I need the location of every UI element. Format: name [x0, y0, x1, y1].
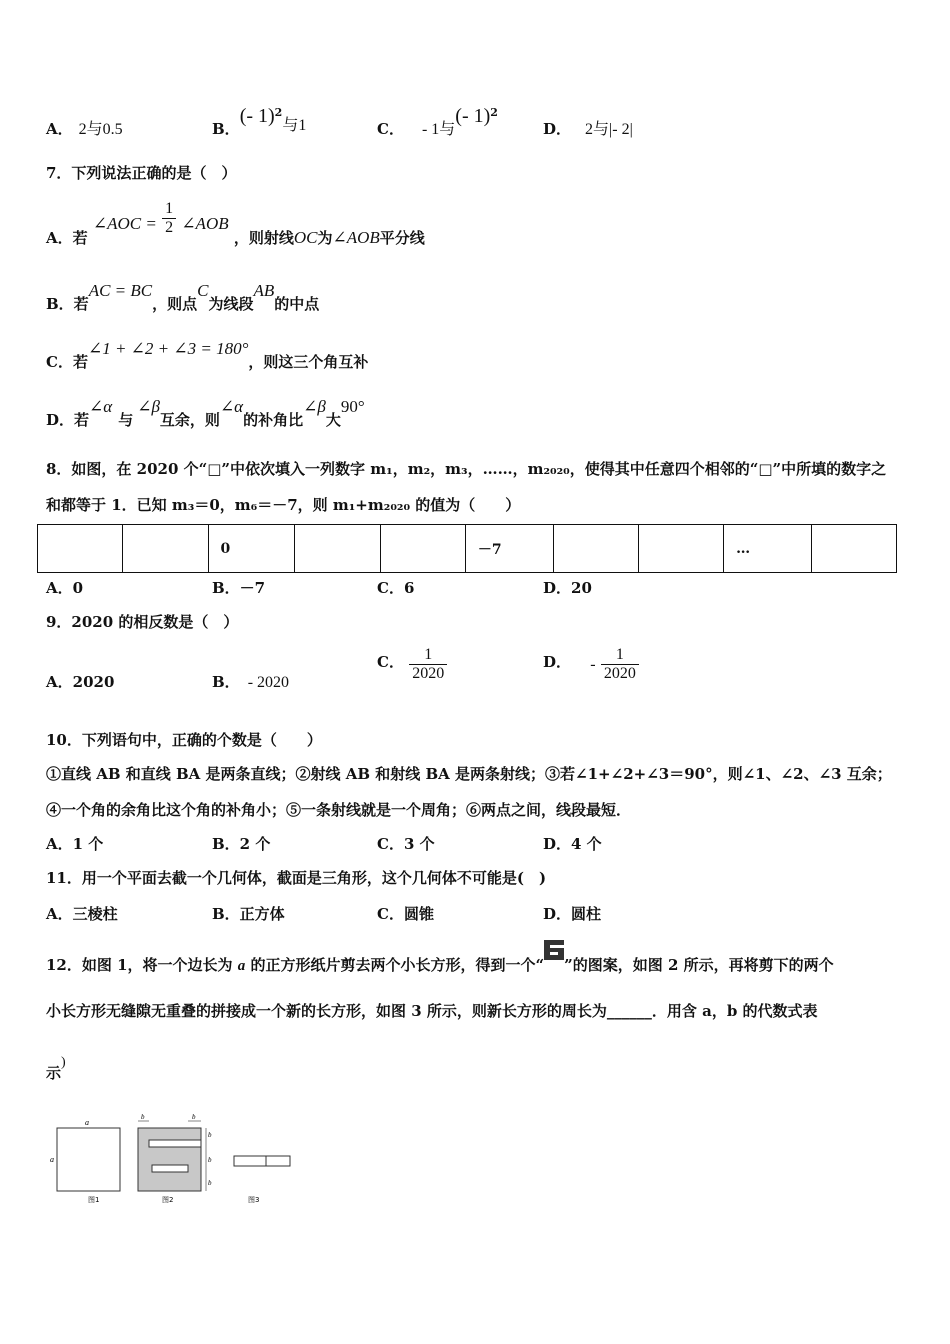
- q9-option-c: C． $\frac{1}{2020}$: [377, 646, 447, 683]
- q8-option-b: B．－7: [212, 579, 266, 597]
- grid-cell: [553, 525, 638, 573]
- q8-stem-line1: 8．如图，在 2020 个“□”中依次填入一列数字 m₁，m₂，m₃，……，m₂₀₂₀，使得其中任意四个相邻的“□”中所填的数字之: [46, 460, 887, 478]
- grid-cell: [295, 525, 380, 573]
- fig1-label-a-left: a: [50, 1155, 54, 1164]
- grid-cell: －7: [465, 525, 553, 573]
- q11-option-c: C．圆锥: [377, 905, 434, 923]
- grid-cell: [380, 525, 465, 573]
- q8-option-a: A．0: [46, 579, 84, 597]
- grid-cell: 0: [208, 525, 295, 573]
- q10-option-a: A．1 个: [46, 835, 104, 853]
- q11-option-a: A．三棱柱: [46, 905, 118, 923]
- q7-option-d: D．若∠α与∠β互余，则∠α的补角比∠β大90°: [46, 397, 365, 429]
- q12-line2: 小长方形无缝隙无重叠的拼接成一个新的长方形，如图 3 所示，则新长方形的周长为______．用含 a，b 的代数式表: [46, 1002, 818, 1020]
- q9-option-d: D． - $\frac{1}{2020}$: [543, 646, 639, 683]
- q10-option-c: C．3 个: [377, 835, 435, 853]
- q7-stem: 7．下列说法正确的是（ ）: [46, 164, 237, 182]
- grid-cell: [123, 525, 208, 573]
- q9-stem: 9．2020 的相反数是（ ）: [46, 613, 239, 631]
- q11-option-d: D．圆柱: [543, 905, 602, 923]
- q9-option-a: A．2020: [46, 673, 115, 691]
- q9-option-b: B． - 2020: [212, 673, 290, 691]
- q11-stem: 11．用一个平面去截一个几何体，截面是三角形，这个几何体不可能是( ): [46, 869, 547, 887]
- fig3-caption: 图3: [248, 1196, 260, 1204]
- q12-figures: [50, 1110, 310, 1210]
- q6-option-d: D． 2与|- 2|: [543, 120, 633, 138]
- fig1-caption: 图1: [88, 1196, 100, 1204]
- q12-line3: 示): [46, 1055, 66, 1082]
- q11-option-b: B．正方体: [212, 905, 285, 923]
- figure-2-cut-shape: [138, 1113, 212, 1204]
- q6-option-a: A． 2与0.5: [46, 120, 123, 138]
- q8-option-d: D．20: [543, 579, 592, 597]
- q7-option-c: C．若∠1 + ∠2 + ∠3 = 180°，则这三个角互补: [46, 339, 369, 371]
- grid-cell: …: [724, 525, 812, 573]
- q8-stem-line2: 和都等于 1．已知 m₃＝0，m₆＝－7，则 m₁+m₂₀₂₀ 的值为（ ）: [46, 496, 521, 514]
- q7-option-b: B．若AC = BC，则点C为线段AB的中点: [46, 281, 320, 313]
- q10-statements-line1: ①直线 AB 和直线 BA 是两条直线；②射线 AB 和射线 BA 是两条射线；③若∠1+∠2+∠3＝90°，则∠1、∠2、∠3 互余；: [46, 765, 892, 783]
- q10-stem: 10．下列语句中，正确的个数是（ ）: [46, 731, 322, 749]
- fig1-label-a-top: a: [85, 1118, 89, 1127]
- grid-cell: [638, 525, 723, 573]
- q12-line1: 12．如图 1，将一个边长为 a 的正方形纸片剪去两个小长方形，得到一个“ ”的图案，如图 2 所示，再将剪下的两个: [46, 950, 834, 975]
- grid-cell: [38, 525, 123, 573]
- fig2-label-b: b: [208, 1156, 212, 1164]
- q7-option-a: A．若 ∠AOC = $\frac{1}{2}$ ∠AOB ，则射线OC为∠AOB平分线: [46, 200, 425, 247]
- q10-statements-line2: ④一个角的余角比这个角的补角小；⑤一条射线就是一个周角；⑥两点之间，线段最短．: [46, 801, 632, 819]
- figure-3-new-rectangle: [234, 1156, 290, 1204]
- figure-1-square: [50, 1118, 120, 1204]
- q6-option-b: B．(- 1)$^2$与1: [212, 105, 307, 138]
- fig2-label-b: b: [208, 1179, 212, 1187]
- q10-option-d: D．4 个: [543, 835, 602, 853]
- q10-option-b: B．2 个: [212, 835, 271, 853]
- q8-option-c: C．6: [377, 579, 415, 597]
- q8-number-grid: [37, 524, 897, 573]
- fig2-caption: 图2: [162, 1196, 174, 1204]
- fig2-label-b: b: [141, 1113, 145, 1121]
- s-shape-icon: [544, 940, 564, 960]
- q6-option-c: C． - 1与(- 1)$^2$: [377, 105, 498, 138]
- grid-cell: [811, 525, 896, 573]
- fig2-label-b: b: [192, 1113, 196, 1121]
- fig2-label-b: b: [208, 1131, 212, 1139]
